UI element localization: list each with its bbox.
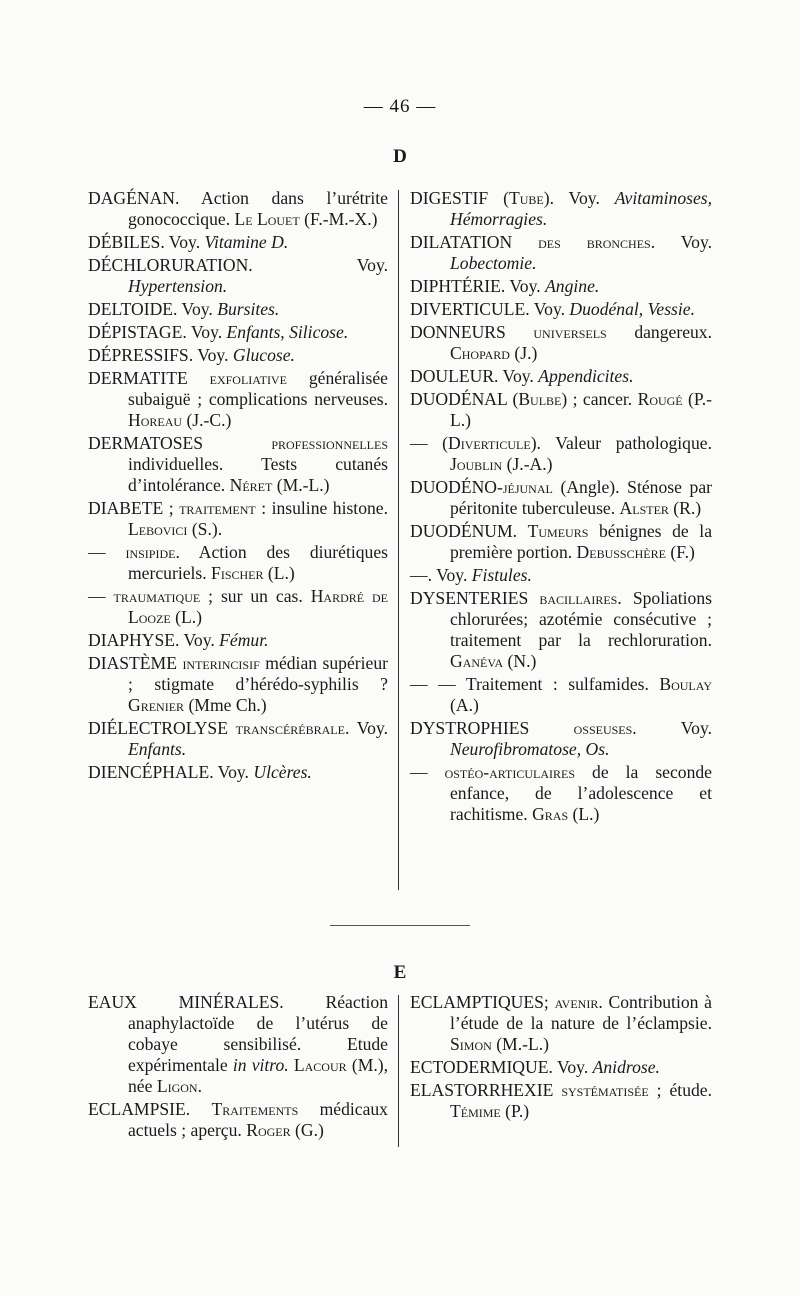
page-number: — 46 — (363, 96, 437, 117)
entry-small-caps: Joublin (450, 454, 503, 474)
entry-text: . Spoliations chlorurées; azotémie consécutive ; traitement par la rechloruration. (450, 588, 712, 650)
entry-small-caps: Chopard (450, 343, 510, 363)
entry-small-caps: osseuses (573, 718, 633, 738)
index-entry (410, 477, 712, 519)
entry-text: DAGÉNAN. Action dans l’urétrite gonococcique. (88, 188, 388, 229)
entry-small-caps: Bulbe (518, 389, 562, 409)
entry-cross-reference: Bursites. (217, 299, 280, 319)
entry-small-caps: Lebovici (128, 519, 188, 539)
entry-text: (L.) (568, 804, 600, 824)
entry-text: généralisée subaiguë ; complications nerveuses. (128, 368, 388, 409)
entry-text: (J.) (509, 343, 538, 363)
entry-small-caps: Ligon (156, 1076, 198, 1096)
entry-cross-reference: Lobectomie. (450, 253, 537, 273)
entry-text: : insuline histone. (255, 498, 388, 518)
index-entry (410, 389, 712, 431)
entry-cross-reference: Fémur. (219, 630, 269, 650)
entry-small-caps: Lacour (293, 1055, 347, 1075)
entry-text: — (88, 586, 114, 606)
entry-text: médian supérieur ; stigmate d’hérédo-syphilis ? (128, 653, 389, 694)
index-entry (410, 588, 712, 672)
entry-text: (F.) (665, 542, 695, 562)
entry-text: DIGESTIF ( (410, 188, 509, 208)
entry-text: . (197, 1076, 202, 1096)
entry-small-caps: Diverticule (448, 433, 531, 453)
entry-cross-reference: Neurofibromatose, Os. (450, 739, 610, 759)
entry-text: —. Voy. (410, 565, 472, 585)
index-entry (410, 565, 712, 586)
index-entry (410, 718, 712, 760)
section-e-right-column (410, 992, 712, 1124)
entry-text: DIVERTICULE. Voy. (410, 299, 570, 319)
entry-cross-reference: Glucose. (232, 345, 295, 365)
entry-small-caps: professionnelles (271, 433, 388, 453)
index-entry (88, 718, 388, 760)
index-entry (410, 322, 712, 364)
entry-small-caps: Traitements (211, 1099, 299, 1119)
index-entry (410, 521, 712, 563)
entry-cross-reference: Fistules. (471, 565, 532, 585)
entry-small-caps: traitement (179, 498, 256, 518)
entry-small-caps: Boulay (659, 674, 712, 694)
entry-text: (S.). (187, 519, 223, 539)
entry-small-caps: exfoliative (209, 368, 287, 388)
entry-text: DILATATION (410, 232, 539, 252)
entry-text: — (410, 762, 445, 782)
index-entry (88, 345, 388, 366)
index-entry (410, 299, 712, 320)
entry-text: (Mme Ch.) (184, 695, 267, 715)
entry-small-caps: Hardré de Looze (128, 586, 389, 627)
index-entry (410, 762, 712, 825)
entry-cross-reference: Appendicites. (538, 366, 634, 386)
entry-text: ) ; cancer. (561, 389, 638, 409)
entry-text: de la seconde enfance, de l’adolescence et rachitisme. (450, 762, 712, 824)
section-e-left-column (88, 992, 388, 1143)
entry-text: ECLAMPTIQUES; (410, 992, 555, 1012)
entry-small-caps: insipide (125, 542, 176, 562)
entry-text: DUODÉNAL ( (410, 389, 519, 409)
entry-text: DONNEURS (410, 322, 534, 342)
section-d-left-column (88, 188, 388, 785)
entry-text: DÉCHLORURATION. Voy. (88, 255, 388, 275)
entry-text: (L.) (263, 563, 295, 583)
entry-cross-reference: Enfants, Silicose. (226, 322, 349, 342)
entry-text: EAUX MINÉRALES. Réaction anaphylactoïde de l’utérus de cobaye sensibilisé. Etude expérimentale (88, 992, 388, 1075)
entry-small-caps: systématisée (561, 1080, 649, 1100)
entry-text: (A.) (450, 695, 479, 715)
entry-small-caps: universels (533, 322, 607, 342)
entry-text: DÉPRESSIFS. Voy. (88, 345, 233, 365)
entry-small-caps: Fischer (211, 563, 264, 583)
entry-text: médicaux actuels ; aperçu. (128, 1099, 388, 1140)
entry-text: ; étude. (648, 1080, 712, 1100)
entry-small-caps: Simon (450, 1034, 492, 1054)
entry-text: dangereux. (606, 322, 712, 342)
index-entry (88, 255, 388, 297)
entry-text: DELTOIDE. Voy. (88, 299, 218, 319)
index-entry (88, 188, 388, 230)
index-entry (88, 542, 388, 584)
entry-text: (N.) (503, 651, 537, 671)
entry-small-caps: Alster (619, 498, 669, 518)
entry-text: DERMATOSES (88, 433, 272, 453)
entry-text: ECLAMPSIE. (88, 1099, 212, 1119)
index-entry (88, 586, 388, 628)
entry-text: (J.-C.) (182, 410, 232, 430)
entry-text: (F.-M.-X.) (299, 209, 378, 229)
index-entry (88, 232, 388, 253)
entry-cross-reference: Vitamine D. (204, 232, 289, 252)
entry-small-caps: avenir (554, 992, 599, 1012)
index-entry (410, 433, 712, 475)
entry-text: ELASTORRHEXIE (410, 1080, 562, 1100)
entry-text: ; sur un cas. (200, 586, 311, 606)
entry-cross-reference: Anidrose. (592, 1057, 660, 1077)
index-entry (410, 188, 712, 230)
entry-text: DIABETE ; (88, 498, 180, 518)
entry-text: ECTODERMIQUE. Voy. (410, 1057, 593, 1077)
entry-cross-reference: Hypertension. (128, 276, 228, 296)
entry-text: DIASTÈME (88, 653, 183, 673)
entry-text: . Contribution à l’étude de la nature de l’éclampsie. (450, 992, 712, 1033)
entry-small-caps: Néret (229, 475, 273, 495)
entry-small-caps: Témime (450, 1101, 501, 1121)
entry-text: DUODÉNUM. (410, 521, 528, 541)
section-letter-d: D (393, 146, 407, 167)
index-entry (88, 992, 388, 1097)
entry-small-caps: Grenier (128, 695, 185, 715)
entry-text: . Action des diurétiques mercuriels. (128, 542, 388, 583)
entry-text: ). Voy. (543, 188, 615, 208)
entry-text: (M.-L.) (272, 475, 330, 495)
entry-small-caps: transcérébrale (235, 718, 345, 738)
entry-text: (P.-L.) (450, 389, 712, 430)
index-entry (88, 653, 388, 716)
entry-text: DUODÉNO- (410, 477, 503, 497)
entry-text: (G.) (290, 1120, 324, 1140)
entry-small-caps: traumatique (113, 586, 201, 606)
index-entry (410, 366, 712, 387)
entry-text: (Angle). Sténose par péritonite tuberculeuse. (450, 477, 712, 518)
entry-text: DERMATITE (88, 368, 210, 388)
entry-small-caps: ostéo-articulaires (444, 762, 576, 782)
section-d-right-column (410, 188, 712, 827)
entry-text: DIÉLECTROLYSE (88, 718, 236, 738)
entry-text: — (88, 542, 126, 562)
index-entry (88, 1099, 388, 1141)
entry-text: DYSENTERIES (410, 588, 540, 608)
entry-text: DIPHTÉRIE. Voy. (410, 276, 546, 296)
entry-small-caps: Horeau (128, 410, 183, 430)
entry-small-caps: bacillaires (539, 588, 618, 608)
index-entry (410, 1057, 712, 1078)
entry-text: . Voy. (344, 718, 388, 738)
entry-text: DYSTROPHIES (410, 718, 574, 738)
entry-cross-reference: Angine. (545, 276, 600, 296)
entry-text: (M.), née (128, 1055, 389, 1096)
entry-small-caps: Ganéva (450, 651, 504, 671)
entry-text: DIENCÉPHALE. Voy. (88, 762, 254, 782)
entry-cross-reference: Avitaminoses, Hémorragies. (450, 188, 713, 229)
section-divider (330, 925, 470, 926)
index-entry (88, 630, 388, 651)
entry-text: DOULEUR. Voy. (410, 366, 539, 386)
entry-text: individuelles. Tests cutanés d’intolérance. (128, 454, 388, 495)
entry-text: (L.) (170, 607, 203, 627)
entry-cross-reference: Ulcères. (253, 762, 312, 782)
index-entry (410, 674, 712, 716)
index-entry (88, 498, 388, 540)
index-entry (88, 299, 388, 320)
index-entry (410, 1080, 712, 1122)
index-entry (88, 368, 388, 431)
index-entry (88, 322, 388, 343)
entry-text: DÉPISTAGE. Voy. (88, 322, 227, 342)
entry-small-caps: des bronches (538, 232, 651, 252)
entry-text: DIAPHYSE. Voy. (88, 630, 220, 650)
entry-cross-reference: Enfants. (128, 739, 187, 759)
column-divider (398, 995, 399, 1147)
index-entry (410, 992, 712, 1055)
index-entry (410, 276, 712, 297)
entry-text: — — Traitement : sulfamides. (410, 674, 660, 694)
entry-small-caps: Le Louet (234, 209, 300, 229)
entry-small-caps: Tumeurs (527, 521, 589, 541)
entry-small-caps: jéjunal (502, 477, 553, 497)
entry-small-caps: Gras (532, 804, 569, 824)
index-entry (88, 433, 388, 496)
entry-small-caps: interincisif (182, 653, 260, 673)
entry-cross-reference: Duodénal, Vessie. (569, 299, 695, 319)
section-letter-e: E (393, 962, 407, 983)
entry-text: (R.) (668, 498, 702, 518)
entry-small-caps: Debusschère (576, 542, 666, 562)
entry-text: bénignes de la première portion. (450, 521, 713, 562)
entry-text: (P.) (500, 1101, 530, 1121)
entry-text: (M.-L.) (491, 1034, 549, 1054)
entry-small-caps: Roger (246, 1120, 291, 1140)
entry-text: . Voy. (632, 718, 712, 738)
index-entry (88, 762, 388, 783)
entry-text: DÉBILES. Voy. (88, 232, 205, 252)
index-entry (410, 232, 712, 274)
entry-text: . Voy. (650, 232, 713, 252)
entry-small-caps: Rougé (637, 389, 683, 409)
entry-small-caps: Tube (508, 188, 544, 208)
entry-cross-reference: in vitro. (232, 1055, 289, 1075)
column-divider (398, 190, 399, 890)
entry-text: (J.-A.) (502, 454, 553, 474)
entry-text: — ( (410, 433, 449, 453)
entry-text: ). Valeur pathologique. (530, 433, 712, 453)
